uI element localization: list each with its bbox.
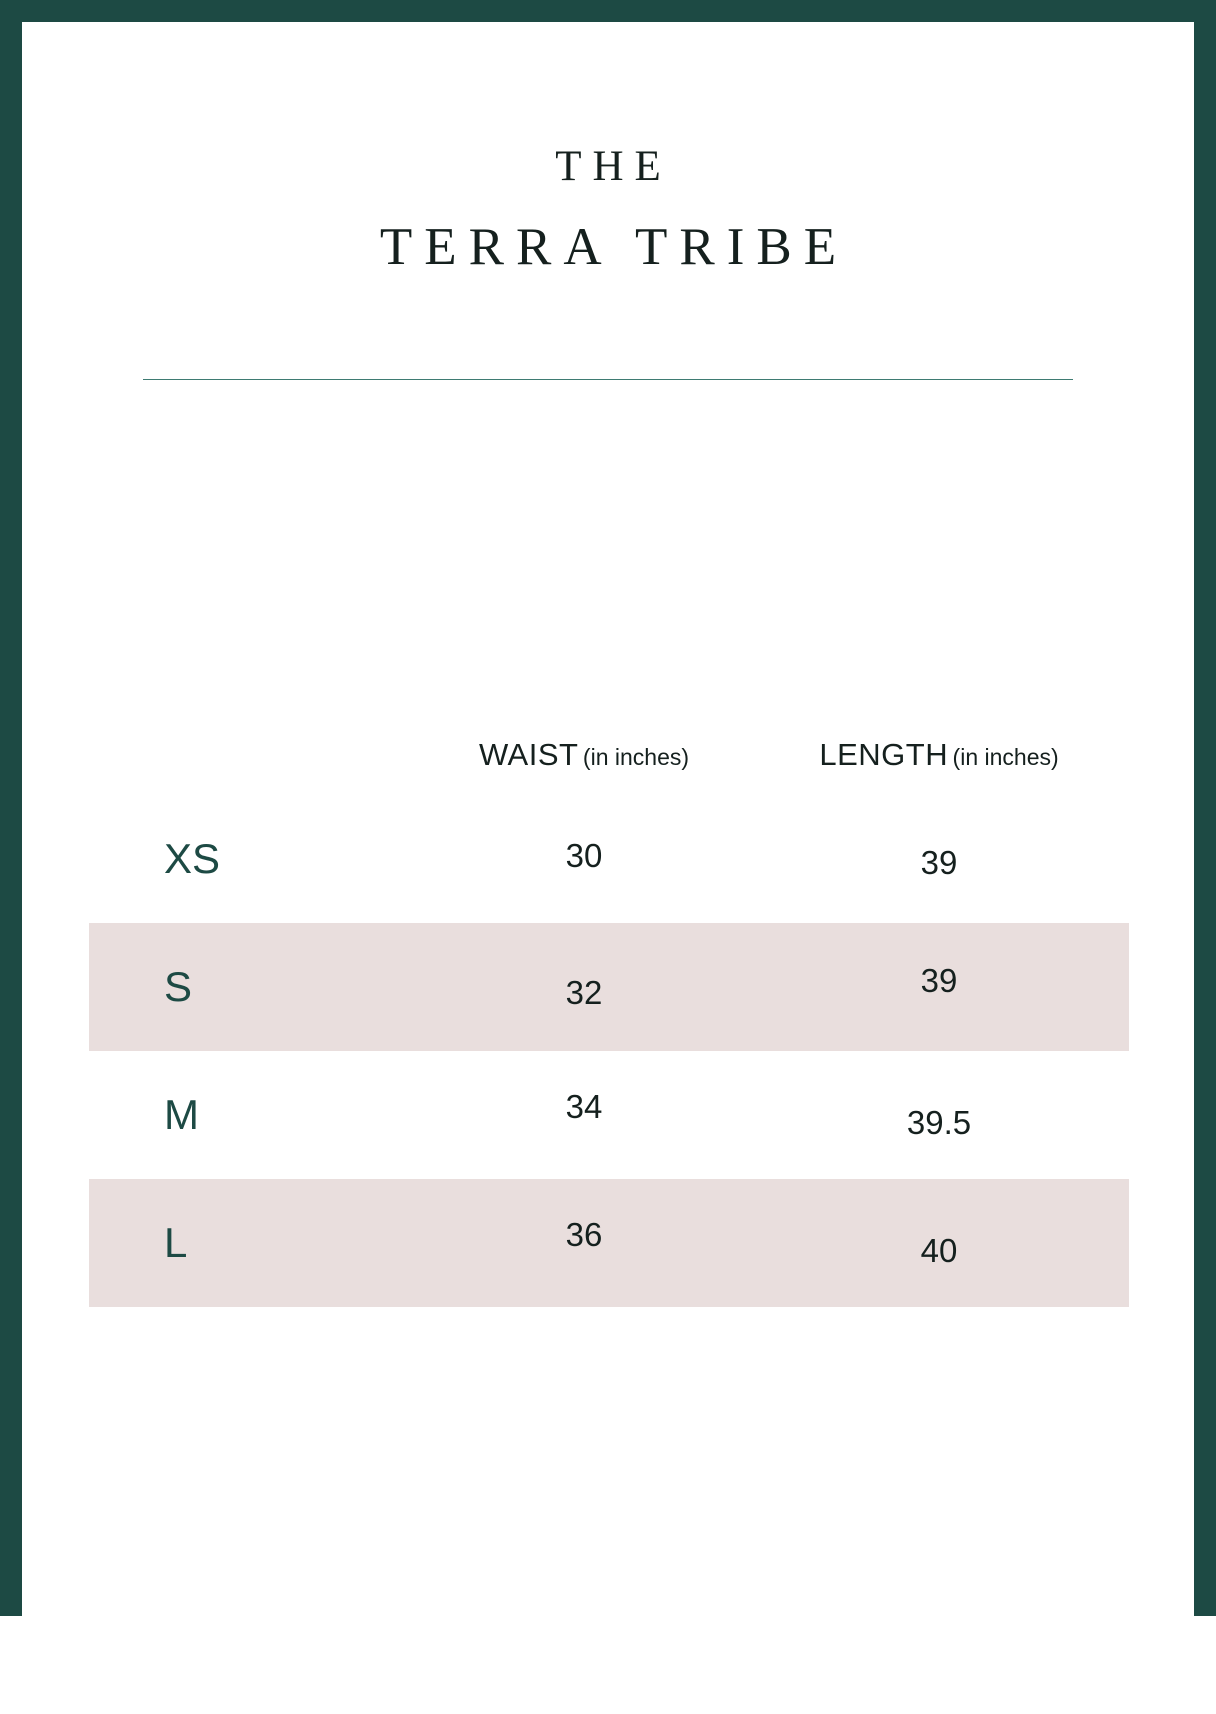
cell-waist-value: 34 (565, 1088, 603, 1125)
header-waist-unit: (in inches) (582, 744, 690, 770)
cell-length (749, 795, 1129, 923)
header-length (749, 737, 1129, 795)
cell-length (749, 1051, 1129, 1179)
cell-length-value: 39 (920, 844, 958, 881)
table-head (89, 737, 1129, 795)
cell-size: M (89, 1051, 419, 1179)
header-length-label: LENGTH (819, 737, 949, 772)
header-size (89, 737, 419, 795)
size-table (89, 737, 1129, 1307)
page-content (22, 142, 1194, 1714)
cell-waist-value: 32 (565, 974, 603, 1011)
cell-length-value: 40 (920, 1232, 958, 1269)
brand-header (22, 142, 1194, 277)
cell-length (749, 1179, 1129, 1307)
divider-rule (143, 379, 1073, 380)
table-row (89, 1051, 1129, 1179)
brand-line-the: THE (555, 143, 672, 190)
cell-waist (419, 923, 749, 1051)
cell-length-value: 39 (920, 962, 958, 999)
brand-line-name: TERRA TRIBE (379, 218, 849, 276)
cell-waist (419, 1051, 749, 1179)
cell-size: L (89, 1179, 419, 1307)
table-header-row (89, 737, 1129, 795)
table-row (89, 1179, 1129, 1307)
header-length-unit: (in inches) (952, 744, 1059, 770)
cell-waist (419, 795, 749, 923)
cell-length-value: 39.5 (906, 1104, 972, 1141)
cell-length (749, 923, 1129, 1051)
header-waist-label: WAIST (478, 737, 579, 772)
table-body (89, 795, 1129, 1307)
header-waist (419, 737, 749, 795)
size-table-container (89, 737, 1129, 1307)
table-row (89, 923, 1129, 1051)
cell-waist-value: 30 (565, 837, 603, 874)
cell-waist-value: 36 (565, 1216, 603, 1253)
cell-size: XS (89, 795, 419, 923)
cell-size: S (89, 923, 419, 1051)
table-row (89, 795, 1129, 923)
cell-waist (419, 1179, 749, 1307)
